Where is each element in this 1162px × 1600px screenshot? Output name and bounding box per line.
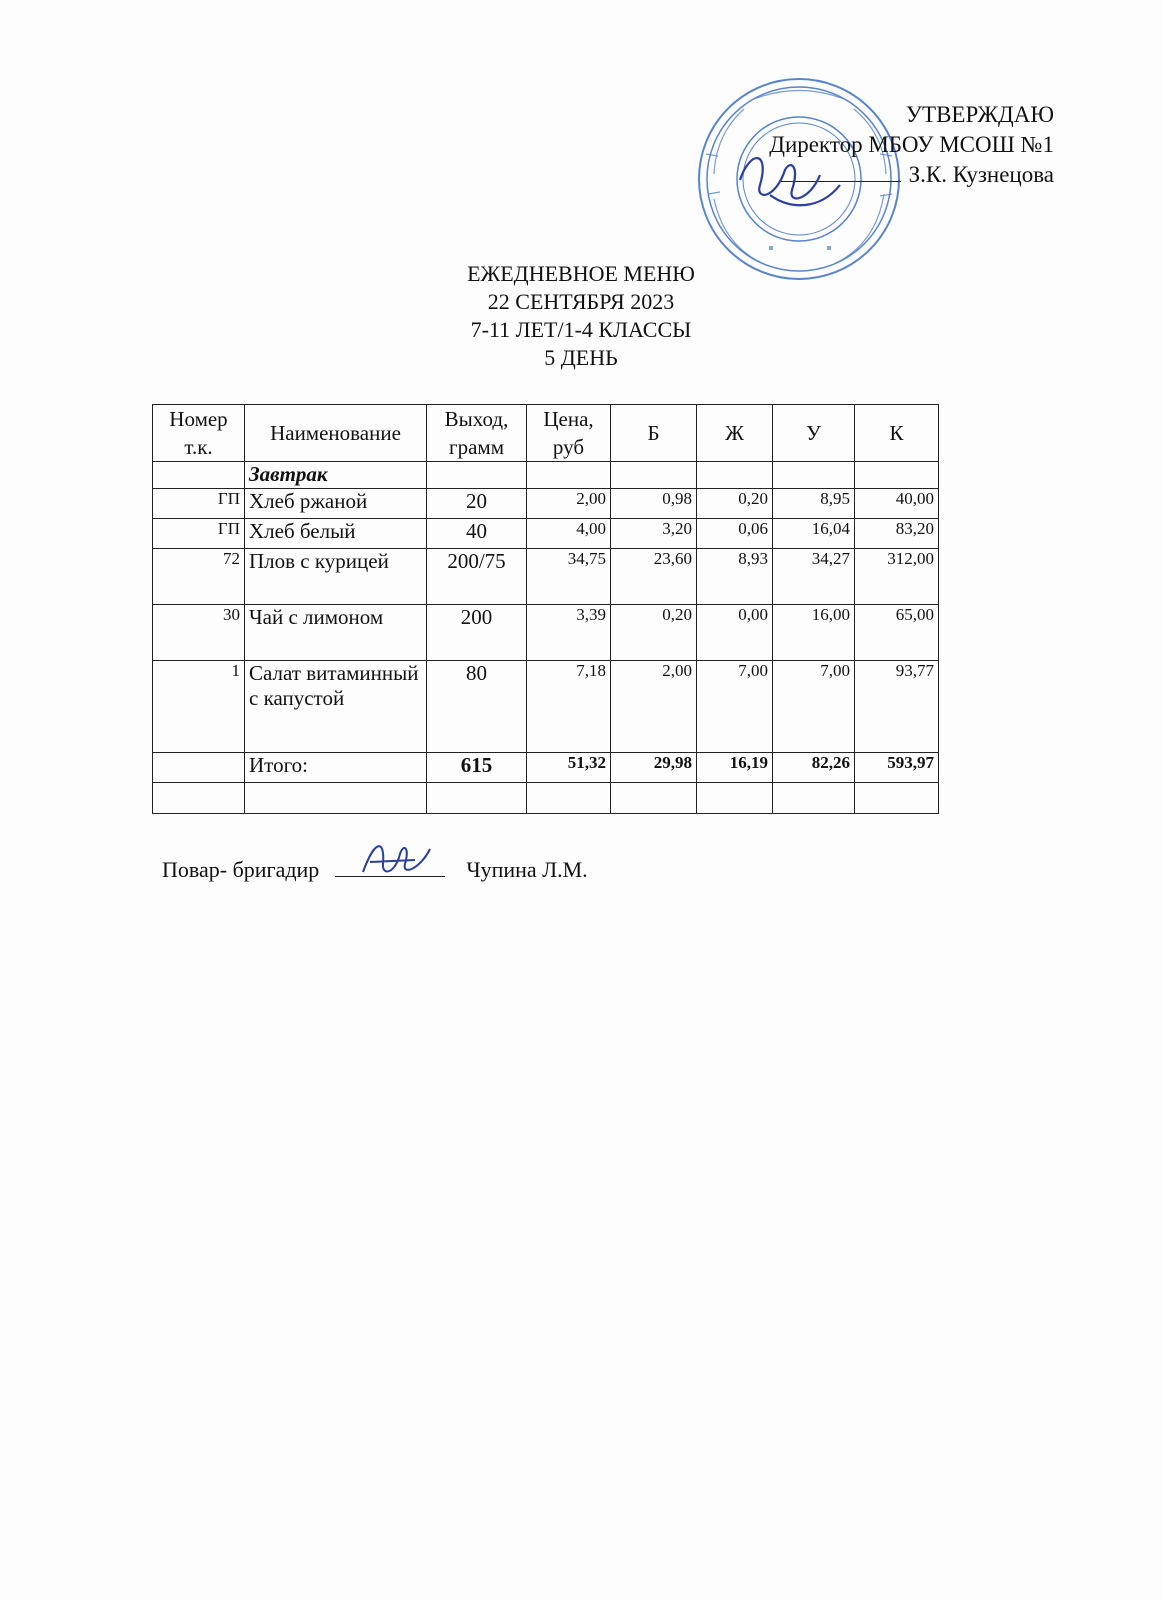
cook-signature	[355, 834, 435, 884]
cell-name: Хлеб ржаной	[245, 489, 427, 519]
cell-num: 72	[153, 549, 245, 605]
cell-k: 83,20	[855, 519, 939, 549]
cell-k: 40,00	[855, 489, 939, 519]
total-b: 29,98	[611, 753, 697, 783]
cell-out: 40	[427, 519, 527, 549]
approval-position: Директор МБОУ МСОШ №1	[769, 132, 1054, 157]
cell-price: 34,75	[527, 549, 611, 605]
table-row	[153, 661, 939, 753]
cell-k: 93,77	[855, 661, 939, 753]
cell-k: 65,00	[855, 605, 939, 661]
table-row	[153, 605, 939, 661]
cell-k: 312,00	[855, 549, 939, 605]
table-row	[153, 519, 939, 549]
cell-u: 34,27	[773, 549, 855, 605]
signature-blank	[781, 181, 901, 182]
header-cell: Б	[611, 405, 697, 462]
cell-num: 30	[153, 605, 245, 661]
title-line-4: 5 ДЕНЬ	[544, 345, 618, 370]
total-u: 82,26	[773, 753, 855, 783]
section-row	[153, 462, 939, 489]
cell-price: 3,39	[527, 605, 611, 661]
cell-name: Салат витаминный с капустой	[245, 661, 427, 753]
cook-name: Чупина Л.М.	[466, 857, 588, 882]
cell-u: 16,00	[773, 605, 855, 661]
cell-num: ГП	[153, 519, 245, 549]
cell-name: Хлеб белый	[245, 519, 427, 549]
approval-heading: УТВЕРЖДАЮ	[905, 102, 1054, 127]
header-cell: Выход, грамм	[427, 405, 527, 462]
approval-block	[769, 100, 1054, 190]
header-cell: У	[773, 405, 855, 462]
table-row	[153, 489, 939, 519]
cell-price: 2,00	[527, 489, 611, 519]
header-cell: Наименование	[245, 405, 427, 462]
approval-signature-line	[769, 160, 1054, 190]
cell-u: 8,95	[773, 489, 855, 519]
header-cell: Номер т.к.	[153, 405, 245, 462]
cell-out: 200	[427, 605, 527, 661]
approval-name: З.К. Кузнецова	[908, 162, 1054, 187]
header-cell: К	[855, 405, 939, 462]
cell-name: Чай с лимоном	[245, 605, 427, 661]
cell-name: Плов с курицей	[245, 549, 427, 605]
title-line-2: 22 СЕНТЯБРЯ 2023	[487, 289, 675, 314]
cook-role: Повар- бригадир	[162, 857, 320, 882]
cell-zh: 7,00	[697, 661, 773, 753]
section-label: Завтрак	[245, 462, 427, 489]
cell-zh: 0,20	[697, 489, 773, 519]
title-line-1: ЕЖЕДНЕВНОЕ МЕНЮ	[467, 261, 695, 286]
header-cell: Цена, руб	[527, 405, 611, 462]
cell-zh: 0,00	[697, 605, 773, 661]
cell-num: ГП	[153, 489, 245, 519]
total-row	[153, 753, 939, 783]
total-label: Итого:	[245, 753, 427, 783]
document-title	[0, 260, 1162, 372]
signature-blank	[335, 856, 445, 877]
total-k: 593,97	[855, 753, 939, 783]
cell-out: 20	[427, 489, 527, 519]
cell-b: 0,20	[611, 605, 697, 661]
table-row	[153, 549, 939, 605]
cell-out: 200/75	[427, 549, 527, 605]
empty-row	[153, 783, 939, 814]
cell-b: 23,60	[611, 549, 697, 605]
header-cell: Ж	[697, 405, 773, 462]
cell-num: 1	[153, 661, 245, 753]
cell-b: 0,98	[611, 489, 697, 519]
menu-table	[152, 404, 939, 814]
total-price: 51,32	[527, 753, 611, 783]
cook-signature-line	[162, 856, 588, 883]
cell-zh: 0,06	[697, 519, 773, 549]
cell-b: 3,20	[611, 519, 697, 549]
cell-u: 7,00	[773, 661, 855, 753]
table-header-row	[153, 405, 939, 462]
cell-zh: 8,93	[697, 549, 773, 605]
cell-out: 80	[427, 661, 527, 753]
cell-price: 7,18	[527, 661, 611, 753]
cell-price: 4,00	[527, 519, 611, 549]
cell-u: 16,04	[773, 519, 855, 549]
total-zh: 16,19	[697, 753, 773, 783]
title-line-3: 7-11 ЛЕТ/1-4 КЛАССЫ	[470, 317, 692, 342]
cell-b: 2,00	[611, 661, 697, 753]
total-out: 615	[427, 753, 527, 783]
